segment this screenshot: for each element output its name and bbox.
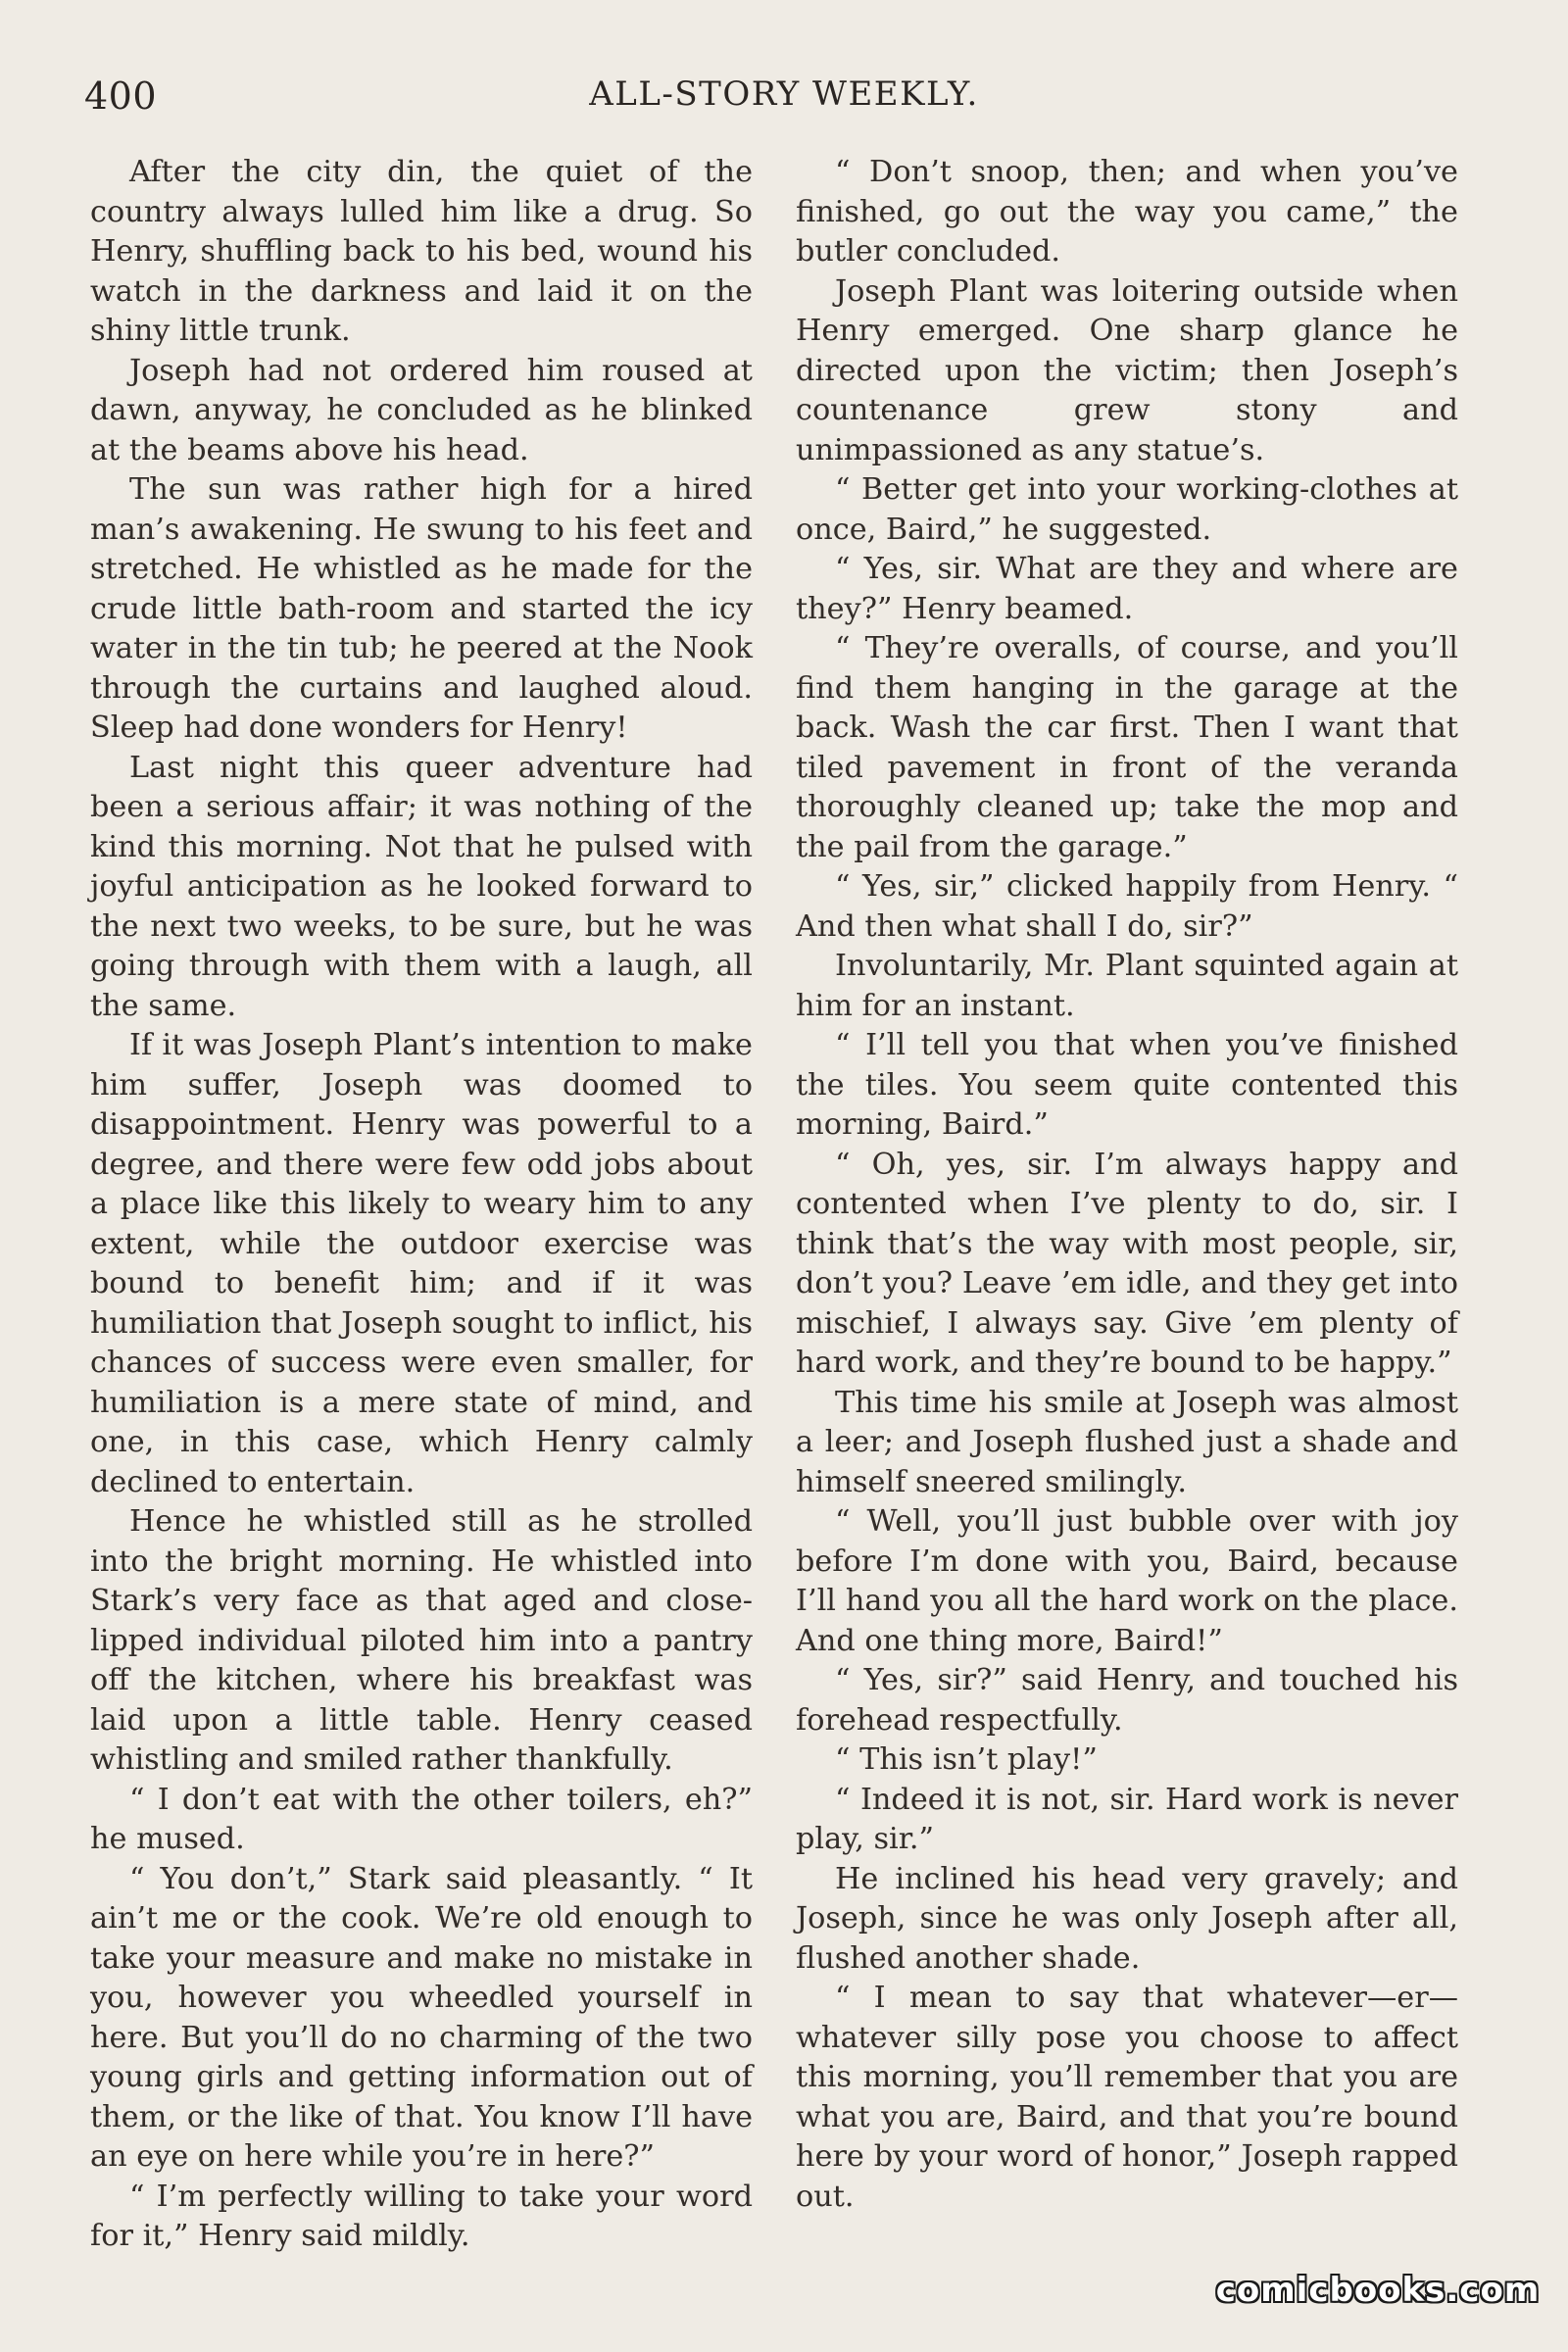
paragraph: “ I mean to say that whatever—er—whatever silly pose you choose to affect this morning, you’ll remember that you are what you are, Baird, and that you’re bound here by your word of honor,” Joseph rapped out.	[796, 1981, 1458, 2214]
paragraph: If it was Joseph Plant’s intention to make him suffer, Joseph was doomed to disappointment. Henry was powerful to a degree, and there were few odd jobs about a place like this likely to weary him to any extent, while the outdoor exercise was bound to benefit him; and if it was humiliation that Joseph sought to inflict, his chances of success were even smaller, for humiliation is a mere state of mind, and one, in this case, which Henry calmly declined to entertain.	[90, 1028, 753, 1499]
paragraph: “ I don’t eat with the other toilers, eh?” he mused.	[90, 1782, 753, 1856]
paragraph: “ Yes, sir,” clicked happily from Henry. “ And then what shall I do, sir?”	[796, 869, 1458, 944]
paragraph: Last night this queer adventure had been a serious affair; it was nothing of the kind this morning. Not that he pulsed with joyful anticipation as he looked forward to the next two weeks, to be sure, but he was going through with them with a laugh, all the same.	[90, 750, 753, 1023]
page-number: 400	[84, 74, 158, 118]
paragraph: “ Yes, sir. What are they and where are they?” Henry beamed.	[796, 552, 1458, 626]
paragraph: Hence he whistled still as he strolled into the bright morning. He whistled into Stark’s very face as that aged and close-lipped individual piloted him into a pantry off the kitchen, where his breakfast was laid upon a little table. Henry ceased whistling and smiled rather thankfully.	[90, 1504, 753, 1777]
paragraph: “ Well, you’ll just bubble over with joy before I’m done with you, Baird, because I’ll hand you all the hard work on the place. And one thing more, Baird!”	[796, 1504, 1458, 1658]
right-column	[796, 153, 1458, 2217]
paragraph: “ This isn’t play!”	[835, 1742, 1098, 1777]
left-column	[90, 153, 753, 2257]
paragraph: “ Indeed it is not, sir. Hard work is never play, sir.”	[796, 1782, 1458, 1856]
paragraph: “ Better get into your working-clothes at once, Baird,” he suggested.	[796, 472, 1458, 547]
paragraph: The sun was rather high for a hired man’s awakening. He swung to his feet and stretched. He whistled as he made for the crude little bath-room and started the icy water in the tin tub; he peered at the Nook through the curtains and laughed aloud. Sleep had done wonders for Henry!	[90, 472, 753, 745]
paragraph: “ Don’t snoop, then; and when you’ve finished, go out the way you came,” the butler concluded.	[796, 155, 1458, 269]
paragraph: “ Oh, yes, sir. I’m always happy and contented when I’ve plenty to do, sir. I think that’s the way with most people, sir, don’t you? Leave ’em idle, and they get into mischief, I always say. Give ’em plenty of hard work, and they’re bound to be happy.”	[796, 1147, 1458, 1380]
paragraph: “ I’m perfectly willing to take your word for it,” Henry said mildly.	[90, 2179, 753, 2253]
paragraph: He inclined his head very gravely; and Joseph, since he was only Joseph after all, flushed another shade.	[796, 1861, 1458, 1976]
paragraph: After the city din, the quiet of the country always lulled him like a drug. So Henry, shuffling back to his bed, wound his watch in the darkness and laid it on the shiny little trunk.	[90, 155, 753, 348]
paragraph: “ I’ll tell you that when you’ve finished the tiles. You seem quite contented this morning, Baird.”	[796, 1028, 1458, 1142]
paragraph: “ Yes, sir?” said Henry, and touched his forehead respectfully.	[796, 1663, 1458, 1738]
paragraph: Involuntarily, Mr. Plant squinted again at him for an instant.	[796, 949, 1458, 1023]
paragraph: “ They’re overalls, of course, and you’ll find them hanging in the garage at the back. Wash the car first. Then I want that tiled pavement in front of the veranda thoroughly cleaned up; take the mop and the pail from the garage.”	[796, 631, 1458, 864]
running-head: ALL-STORY WEEKLY.	[589, 74, 979, 114]
paragraph: This time his smile at Joseph was almost a leer; and Joseph flushed just a shade and himself sneered smilingly.	[796, 1385, 1458, 1499]
paragraph: Joseph Plant was loitering outside when Henry emerged. One sharp glance he directed upon the victim; then Joseph’s countenance grew stony and unimpassioned as any statue’s.	[796, 273, 1458, 467]
paragraph: “ You don’t,” Stark said pleasantly. “ It ain’t me or the cook. We’re old enough to take your measure and make no mistake in you, however you wheedled yourself in here. But you’ll do no charming of the two young girls and getting information out of them, or the like of that. You know I’ll have an eye on here while you’re in here?”	[90, 1861, 753, 2174]
watermark-logo: comicbooks.com	[1215, 2271, 1541, 2310]
paragraph: Joseph had not ordered him roused at dawn, anyway, he concluded as he blinked at the beams above his head.	[90, 353, 753, 467]
